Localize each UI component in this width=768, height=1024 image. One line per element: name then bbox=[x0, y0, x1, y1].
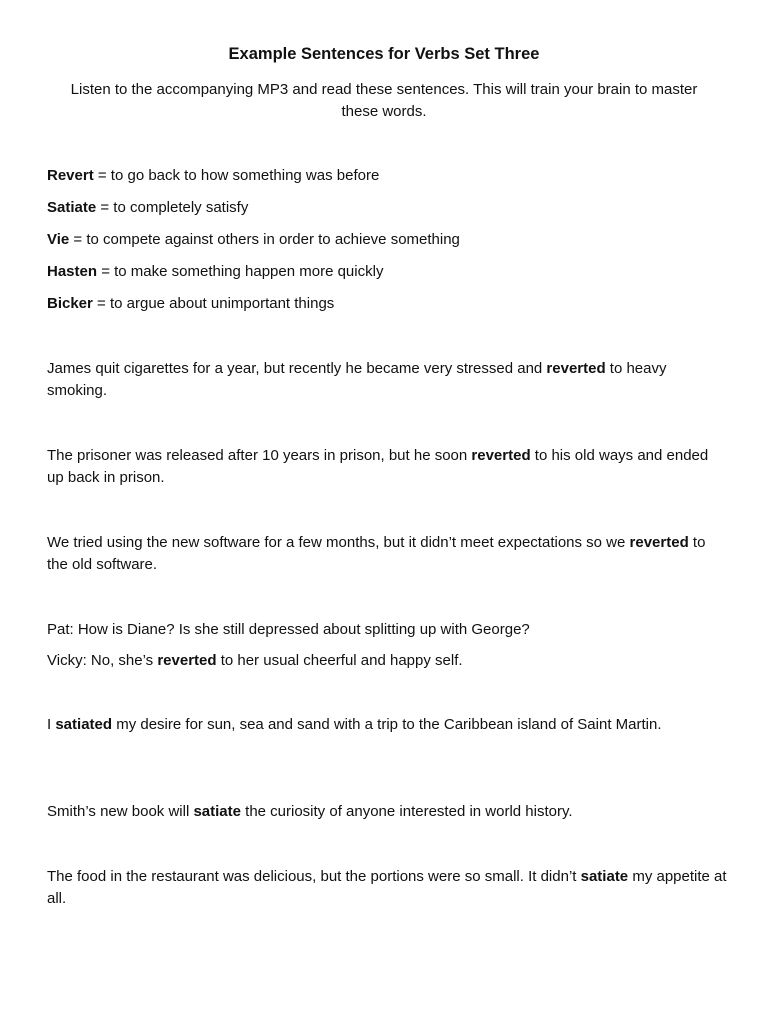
example-sentence bbox=[47, 358, 727, 402]
sentence-text: Smith’s new book will bbox=[47, 803, 194, 820]
sentence-text: to heavy smoking. bbox=[47, 360, 667, 399]
definition-bicker bbox=[47, 293, 727, 315]
sentence-keyword: reverted bbox=[157, 652, 217, 669]
dialogue-line bbox=[47, 619, 727, 641]
intro-text: Listen to the accompanying MP3 and read these sentences. This will train your brain to master these words. bbox=[70, 81, 698, 120]
sentence-text: The prisoner was released after 10 years in prison, but he soon bbox=[47, 447, 472, 464]
dialogue-line bbox=[47, 650, 727, 672]
definition-text: = to compete against others in order to achieve something bbox=[69, 231, 460, 248]
definition-term: Revert bbox=[47, 167, 94, 184]
definition-term: Bicker bbox=[47, 295, 93, 312]
sentence-text: James quit cigarettes for a year, but recently he became very stressed and bbox=[47, 360, 547, 377]
definition-satiate bbox=[47, 197, 727, 219]
definition-term: Hasten bbox=[47, 263, 98, 280]
example-sentence bbox=[47, 714, 727, 736]
sentence-text: the curiosity of anyone interested in world history. bbox=[240, 803, 573, 820]
example-sentence bbox=[47, 801, 727, 823]
sentence-keyword: satiate bbox=[193, 803, 241, 820]
sentence-keyword: satiated bbox=[55, 716, 113, 733]
sentence-keyword: reverted bbox=[629, 534, 689, 551]
sentence-text: Pat: How is Diane? Is she still depressed about splitting up with George? bbox=[47, 621, 530, 638]
sentence-text: to the old software. bbox=[47, 534, 706, 573]
definition-term: Vie bbox=[47, 231, 70, 248]
sentence-keyword: reverted bbox=[471, 447, 531, 464]
definition-revert bbox=[47, 165, 727, 187]
sentence-keyword: reverted bbox=[546, 360, 606, 377]
sentence-text: to his old ways and ended up back in prison. bbox=[47, 447, 709, 486]
sentence-text: We tried using the new software for a few months, but it didn’t meet expectations so we bbox=[47, 534, 630, 551]
definition-term: Satiate bbox=[47, 199, 97, 216]
definition-text: = to argue about unimportant things bbox=[92, 295, 335, 312]
sentence-keyword: satiate bbox=[580, 868, 629, 885]
sentence-text: to her usual cheerful and happy self. bbox=[216, 652, 463, 669]
page-title: Example Sentences for Verbs Set Three bbox=[228, 45, 540, 63]
definition-text: = to make something happen more quickly bbox=[97, 263, 384, 280]
definition-hasten bbox=[47, 261, 727, 283]
example-sentence bbox=[47, 866, 727, 910]
sentence-text: my appetite at all. bbox=[47, 868, 727, 907]
example-sentence bbox=[47, 445, 727, 489]
sentence-text: I bbox=[47, 716, 56, 733]
definition-text: = to go back to how something was before bbox=[93, 167, 380, 184]
sentence-text: The food in the restaurant was delicious, but the portions were so small. It didn’t bbox=[47, 868, 581, 885]
sentence-text: my desire for sun, sea and sand with a trip to the Caribbean island of Saint Martin. bbox=[112, 716, 662, 733]
definition-vie bbox=[47, 229, 727, 251]
example-sentence bbox=[47, 532, 727, 576]
definition-text: = to completely satisfy bbox=[96, 199, 249, 216]
sentence-text: Vicky: No, she’s bbox=[47, 652, 158, 669]
